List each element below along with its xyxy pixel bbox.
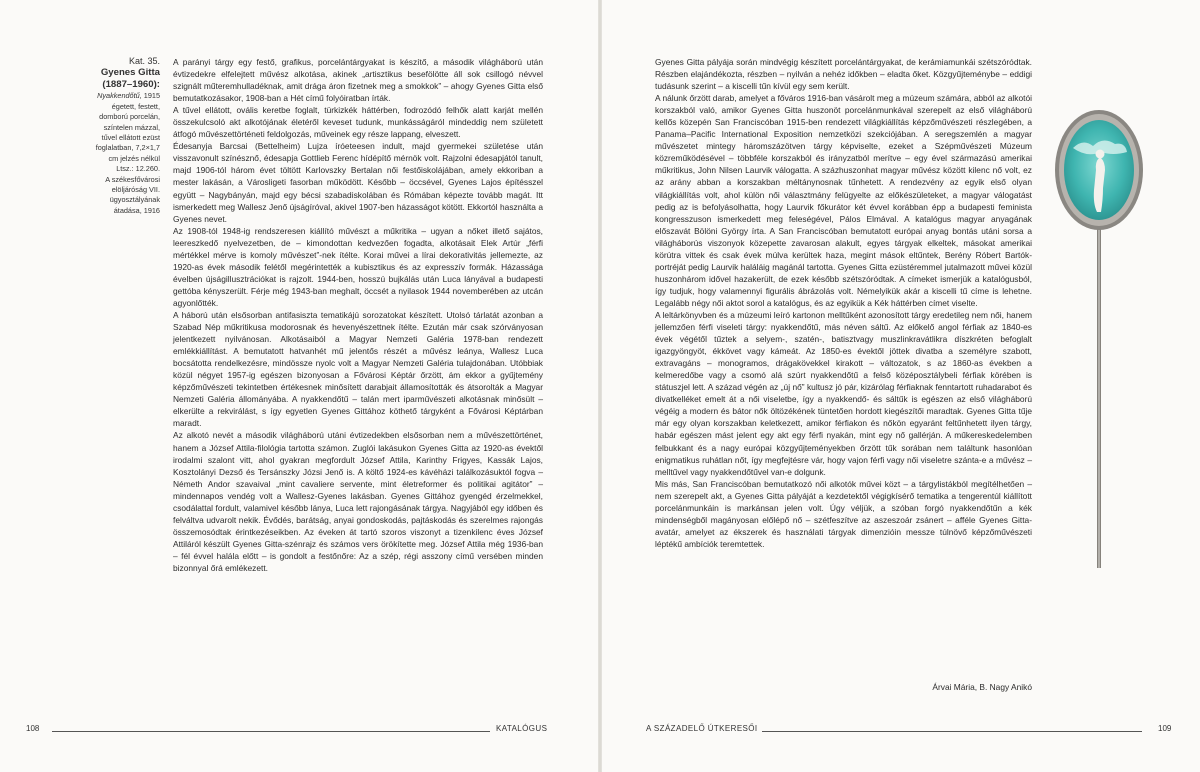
artist-name: Gyenes Gitta — [100, 67, 160, 78]
artist-dates: (1887–1960): — [102, 79, 160, 91]
page-number-left: 108 — [26, 724, 40, 733]
catalog-number: Kat. 35. — [128, 56, 160, 66]
footer-rule-right — [762, 731, 1142, 732]
inventory-number: Ltsz.: 12.260. — [116, 164, 160, 174]
provenance: A székesfővárosi elöljáróság VII. ügyosztályának átadása, 1916 — [105, 174, 160, 215]
pin-image — [1053, 108, 1145, 578]
paragraph: A tűvel ellátott, ovális keretbe foglalt, türkizkék háttérben, fodrozódó felhők alatt karját mellén összekulcsoló akt alkotójának életéről keveset tudunk, munkásságáról mindeddig nem született átfogó művészettörténeti feldolgozás, műveinek egy része lappang, elveszett. — [173, 105, 543, 140]
footer-section-left: KATALÓGUS — [490, 724, 553, 733]
work-title: Nyakkendőtű, — [97, 91, 142, 101]
footer-section-right: A SZÁZADELŐ ÚTKERESŐI — [640, 724, 764, 733]
footer-rule-left — [52, 731, 490, 732]
left-body-text — [173, 56, 543, 574]
authors-signature: Árvai Mária, B. Nagy Anikó — [932, 682, 1032, 692]
paragraph: A leltárkönyvben és a múzeumi leíró kartonon melltűként azonosított tárgy eredetileg nem női, hanem jellemzően férfi viseleti tárgy: nyakkendőtű, más néven sáltű. Az előkelő angol férfiak az 1840-es évek végétől tűztek a selyem-, szatén-, batisztvagy muszlinkravátlikra díszkréten befoglalt igazgyöngyöt, ékkövet vagy kámeát. Az 1850-es évektől jöttek divatba a személyre szabott, extravagáns – monogramos, drágakövekkel kirakott – változatok, s az 1860-as években a kelmeredőbe vagy a csomó alá szúrt nyakkendőtű a felső középosztálybeli férfiak körében is státuszjel lett. A század végén az „új nő” kultusz jó pár, kizárólag férfiaknak fenntartott ruhadarabot és divatkelléket emelt át a női viseletbe, így a nyakkendő- és sáltűk is egészen az első világháború végéig a modern és bátor nők öltözékének tüntetően hordott kiegészítői maradtak. Gyenes Gitta tűje már egy olyan korszakban keletkezett, amikor férfiakon és nőkön egyaránt feltűnhetett ilyen tárgy, habár egészen mást jelent egy akt egy férfi nyakán, mint egy nő gallérján. A műkereskedelemben felbukkant és a nagy európai közgyűjteményekben őrzött tűk sorában nem találtunk hasonlóan enigmatikus ruhátlan nőt, így megfejtésre vár, hogy vajon férfi vagy női viseletre szánta-e a művész – melltűvel vagy nyakkendőtűvel van-e dolgunk. — [655, 309, 1032, 477]
paragraph: Az alkotó nevét a második világháború utáni évtizedekben elsősorban nem a művészettörténet, hanem a József Attila-filológia tartotta számon. Zuglói lakásukon Gyenes Gitta az 1920-as évektől irodalmi szalont vitt, ahol gyakran megfordult József Attila, Karinthy Frigyes, Kassák Lajos, Kosztolányi Dezső és Tersánszky Józsi Jenő is. A költő 1924-es kávéházi találkozásuktól fogva – Németh Andor szavaival „mint cavaliere servente, mint életreformer és politikai agitátor” – mindennapos vendég volt a Wallesz-Gyenes lakásban. Gyenes Gittához gyengéd érzelmekkel, csodálattal fordult, valamivel később lánya, Luca lett rajongásának tárgya. Nagyjából egy időben és felváltva udvarolt nekik. Évődés, barátság, anyai gondoskodás, pajtáskodás és szerelmes rajongás összemosódtak érintkezéseikben. Az éveken át tartó szoros viszonyt a tizenkilenc éves József Attiláról készült Gyenes Gitta-szénrajz és számos vers örökítette meg. József Attila még 1936-ban – fél évvel halála előtt – is gondolt a festőnőre: Az a szép, régi asszony című versében minden bizonnyal őrá emlékezett. — [173, 430, 543, 573]
paragraph: Édesanyja Barcsai (Bettelheim) Lujza íróeteesen indult, majd gyermekei születése után visszavonult színésznő, édesapja Gottlieb Ferenc hídépítő mérnök volt. Rajzolni édesapjától tanult, majd 1906-tól három évet töltött Karlovszky Bertalan női festőiskolájában, amely ekkoriban a mester lakásán, a Városligeti fasorban működött. Később – öccsével, Gyenes Lajos építésszel együtt – Nagybányán, majd egy bécsi szabadiskolában és Rómában képezte tovább magát. Itt ismerkedett meg Wallesz Jenő újságíróval, akivel 1907-ben házasságot kötött. Ekkortól használta a Gyenes nevet. — [173, 141, 543, 224]
pin-shaft — [1097, 228, 1101, 568]
paragraph: A háború után elsősorban antifasiszta tematikájú sorozatokat készített. Utolsó tárlatát azonban a Szabad Nép műkritikusa modorosnak és hevenyészettnek ítélte. Ezután már csak szórványosan jelentkezett nyilvánosan. Alkotásaiból a Magyar Nemzeti Galéria 1978-ban rendezett emlékkiállítást. A bemutatott hatvanhét mű jelentős részét a művész leánya, Wallesz Luca bocsátotta rendelkezésre, mindössze nyolc volt a Magyar Nemzeti Galéria tulajdonában. Utóbbiak közül négyet 1957-ig egészen bizonyosan a Fővárosi Képtár őrzött, ám ekkor a gyűjtemény képzőművészeti tekintetben értékesnek minősített darabjait államosították és átsorolták a Magyar Nemzeti Galéria állományába. A nyakkendőtű – talán mert iparművészeti alkotásnak minősült – elkerülte a rekvirálást, s így egyetlen Gyenes Gittához köthető tárgyként a Fővárosi Képtárban maradt. — [173, 309, 543, 429]
paragraph: Mis más, San Franciscóban bemutatkozó női alkotók művei közt – a tárgylistákból megítélhetően – nem szerepelt akt, a Gyenes Gitta pályáját a kezdetektől végigkísérő tematika a tengerentúl kiállított porcelánmunkáin is markánsan jelen volt. Úgy véljük, a szóban forgó nyakkendőtűn a kék mindenségből magányosan előlépő nő – szétfeszítve az aszeszoár zsánert – afféle Gyenes Gitta-avatár, amelyet az ékszerek és használati tárgyak dimenzióin messze túlnövő képzőművészeti léptékű ambíciók teremtettek. — [655, 478, 1032, 549]
paragraph: Az 1908-tól 1948-ig rendszeresen kiállító művészt a műkritika – ugyan a nőket illető sajátos, leereszkedő nyelvezetben, de – kimondottan kedvezően fogadta, alkotásait Elek Artúr „férfi mértékkel mérve is komoly művészet”-nek ítélte. Korai művei a lírai dekorativitás jellemezte, az 1920-as évek második felétől megérintették a kubisztikus és az expresszív formák. Házassága évelben újságillusztrációkat is rajzolt. 1944-ben, hosszú bujkálás után Luca lányával a budapesti gettóba kényszerült. Férje még 1943-ban meghalt, öccsét a nyilasok 1944 novemberében az utcán agyonlőtték. — [173, 225, 543, 308]
paragraph: Gyenes Gitta pályája során mindvégig készített porcelántárgyakat, de kerámiamunkái szétszóródtak. Részben elajándékozta, részben – nyilván a nehéz időkben – eladta őket. Közgyűjteménybe – eddigi tudásunk szerint – a kiscelli tűn kívül egy sem került. — [655, 57, 1032, 92]
paragraph: A parányi tárgy egy festő, grafikus, porcelántárgyakat is készítő, a második világháború után évtizedekre elfelejtett művész alkotása, akinek „artisztikus besefölötte áll sok csillogó névvel szignált műteremhulladéknak, amit drága áron fizetnek meg a smokkok” – ahogy Gyenes Gitta első bemutatkozásakor, 1908-ban a Hét című folyóiratban írták. — [173, 57, 543, 104]
right-body-text — [655, 56, 1032, 550]
catalog-entry-sidebar — [88, 55, 160, 216]
work-details: 1915 égetett, festett, domború porcelán, színtelen mázzal, tűvel ellátott ezüst foglalatban, 7,2×1,7 cm jelzés nélkül — [95, 91, 160, 163]
page-number-right: 109 — [1158, 724, 1172, 733]
paragraph: A nálunk őrzött darab, amelyet a főváros 1916-ban vásárolt meg a múzeum számára, abból az alkotói korszakból való, amikor Gyenes Gitta huszonöt porcelánmunkával szerepelt az első világháború kellős közepén San Franciscóban 1915-ben rendezett világkiállítás képzőművészeti részlegében, a Panama–Pacific International Exposition nemzetközi szekciójában. A seregszemlén a magyar művészetet mintegy háromszázötven tárgy képviselte, ezeket a Szépművészeti Múzeum közreműködésével – többféle korszakból és irányzatból merítve – egy ével származású amerikai műkritikus, John Nilsen Laurvik válogatta. A százhuszonhat magyar művész között kilenc nő volt, ez az arány abban a korszakban méltánynosnak tűnhetett. A rendezvény az egyik első olyan világkiállítás volt, ahol külön női választmány felügyelte az előkészületeket, a magyar válogatást pedig az is befolyásolhatta, hogy Laurvik főkurátor két évvel korábban épp a budapesti feminista kongresszuson ismerkedett meg feleségével, Pálos Elmával. A katalógus magyar anyagának előszavát Bölöni György írta. A San Franciscóban bemutatott európai anyag bontás utáni sorsa a világháborús viszonyok közepette zavarosan alakult, egyes tárgyak elkeltek, másokat amerikai körútra vittek és csak évek múlva kerültek haza, megint mások eltűntek, Berény Róbert Bartók-portréját pedig Laurvik haláláig magánál tartotta. Gyenes Gitta ezüstéremmel jutalmazott művei közül huszonhárom idővel hazakerült, de ezek később szétszóródtak. A címeket ismerjük a katalógusból, így tudjuk, hogy valamennyi figurális ábrázolás volt. Némelyikük akár a kiscelli tű címe is lehetne. Legalább négy női aktot sorol a katalógus, és az egyikük a Kék háttérben címet viselte. — [655, 93, 1032, 308]
